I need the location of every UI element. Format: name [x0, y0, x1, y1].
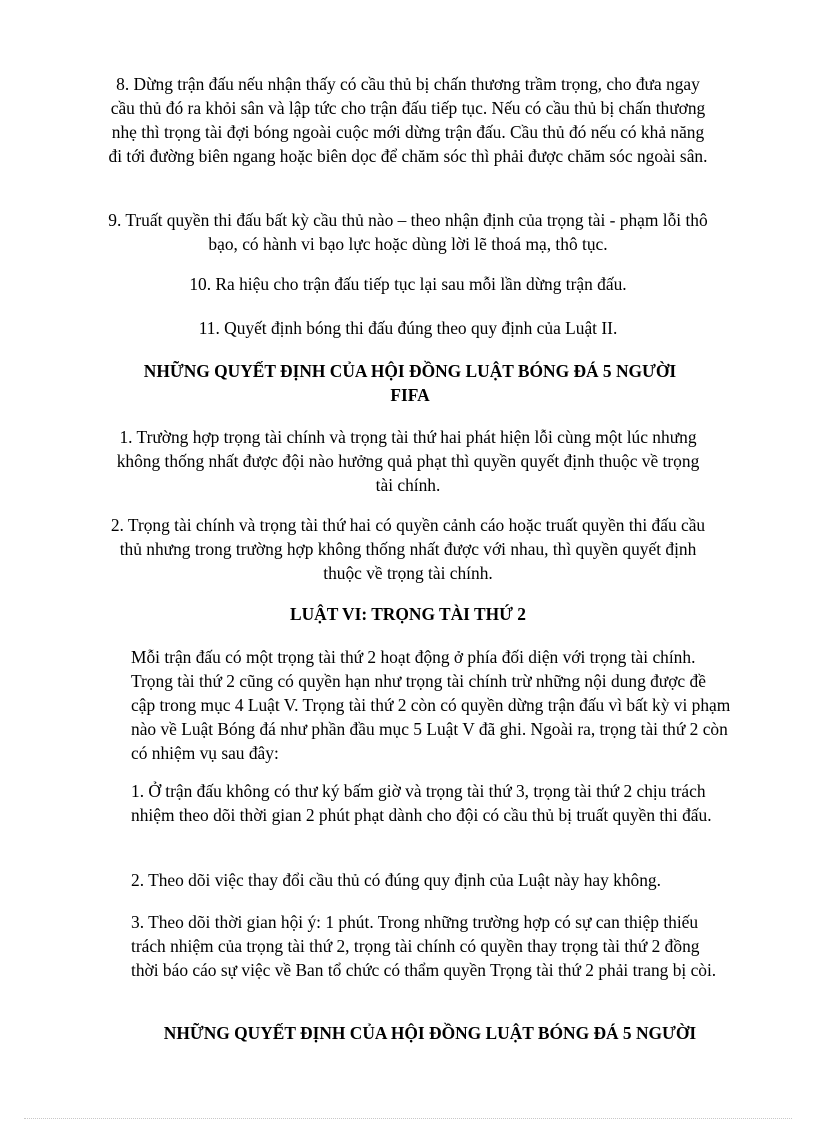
rule-item-8: 8. Dừng trận đấu nếu nhận thấy có cầu thủ bị chấn thương trầm trọng, cho đưa ngay cầu thủ đó ra khỏi sân và lập tức cho trận đấu tiếp tục. Nếu có cầu thủ bị chấn thương nhẹ thì trọng tài đợi bóng ngoài cuộc mới dừng trận đấu. Cầu thủ đó nếu có khả năng đi tới đường biên ngang hoặc biên dọc để chăm sóc thì phải được chăm sóc ngoài sân. [108, 74, 708, 166]
law6-item-1: 1. Ở trận đấu không có thư ký bấm giờ và trọng tài thứ 3, trọng tài thứ 2 chịu trách nhiệm theo dõi thời gian 2 phút phạt dành cho đội có cầu thủ bị truất quyền thi đấu. [131, 781, 712, 825]
page-bottom-divider [24, 1118, 792, 1119]
section-heading-law-6: LUẬT VI: TRỌNG TÀI THỨ 2 [290, 604, 526, 624]
section-heading-fifa-decisions-2: NHỮNG QUYẾT ĐỊNH CỦA HỘI ĐỒNG LUẬT BÓNG ĐÁ 5 NGƯỜI [163, 1023, 697, 1043]
decision-item-1: 1. Trường hợp trọng tài chính và trọng tài thứ hai phát hiện lỗi cùng một lúc nhưng không thống nhất được đội nào hưởng quả phạt thì quyền quyết định thuộc về trọng tài chính. [116, 427, 700, 495]
section-heading-fifa-decisions: NHỮNG QUYẾT ĐỊNH CỦA HỘI ĐỒNG LUẬT BÓNG ĐÁ 5 NGƯỜI FIFA [143, 361, 677, 405]
rule-item-9: 9. Truất quyền thi đấu bất kỳ cầu thủ nào – theo nhận định của trọng tài - phạm lỗi thô bạo, có hành vi bạo lực hoặc dùng lời lẽ thoá mạ, thô tục. [108, 210, 708, 254]
rule-item-10: 10. Ra hiệu cho trận đấu tiếp tục lại sau mỗi lần dừng trận đấu. [189, 274, 627, 294]
law6-item-2: 2. Theo dõi việc thay đổi cầu thủ có đúng quy định của Luật này hay không. [131, 870, 661, 890]
decision-item-2: 2. Trọng tài chính và trọng tài thứ hai có quyền cảnh cáo hoặc truất quyền thi đấu cầu thủ nhưng trong trường hợp không thống nhất được với nhau, thì quyền quyết định thuộc về trọng tài chính. [110, 515, 706, 583]
law6-item-3: 3. Theo dõi thời gian hội ý: 1 phút. Trong những trường hợp có sự can thiệp thiếu trách nhiệm của trọng tài thứ 2, trọng tài chính có quyền thay trọng tài thứ 2 đồng thời báo cáo sự việc về Ban tổ chức có thẩm quyền Trọng tài thứ 2 phải trang bị còi. [131, 912, 717, 980]
law6-intro-paragraph: Mỗi trận đấu có một trọng tài thứ 2 hoạt động ở phía đối diện với trọng tài chính. Trọng tài thứ 2 cũng có quyền hạn như trọng tài chính trừ những nội dung được đề cập trong mục 4 Luật V. Trọng tài thứ 2 còn có quyền dừng trận đấu vì bất kỳ vi phạm nào về Luật Bóng đá như phần đầu mục 5 Luật V đã ghi. Ngoài ra, trọng tài thứ 2 còn có nhiệm vụ sau đây: [131, 647, 731, 763]
rule-item-11: 11. Quyết định bóng thi đấu đúng theo quy định của Luật II. [198, 318, 618, 338]
